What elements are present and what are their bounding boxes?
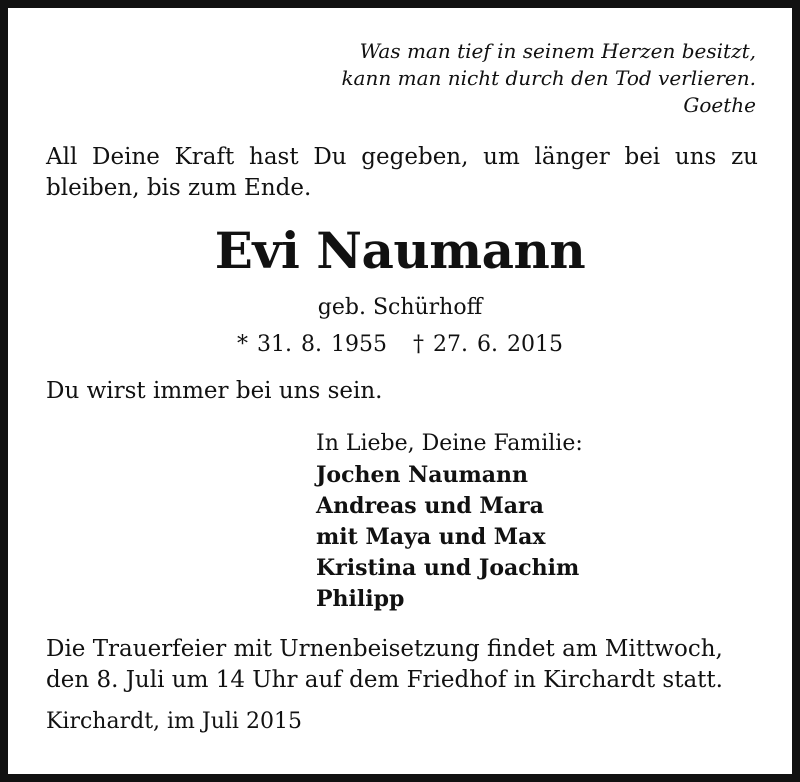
family-member: Jochen Naumann: [316, 462, 529, 488]
obituary-content: [8, 8, 792, 774]
intro-text: All Deine Kraft hast Du gegeben, um länger bei uns zu bleiben, bis zum Ende.: [46, 144, 758, 201]
quote-line-1: Was man tief in seinem Herzen besitzt,: [359, 39, 756, 63]
family-intro: In Liebe, Deine Familie:: [316, 431, 583, 456]
family-member: Andreas und Mara: [316, 493, 544, 519]
family-member: Philipp: [316, 586, 405, 612]
ceremony-info: [46, 634, 758, 696]
family-member: Kristina und Joachim: [316, 555, 580, 581]
quote-author: Goethe: [683, 93, 756, 117]
family-member: mit Maya und Max: [316, 524, 546, 550]
birth-name: geb. Schürhoff: [317, 295, 483, 320]
family-members: [316, 460, 579, 615]
birth-date: * 31. 8. 1955: [237, 332, 387, 357]
ceremony-line-1: Die Trauerfeier mit Urnenbeisetzung findet am Mittwoch,: [46, 636, 723, 662]
quote-line-2: kann man nicht durch den Tod verlieren.: [341, 66, 756, 90]
place-date: Kirchardt, im Juli 2015: [46, 709, 302, 734]
ceremony-line-2: den 8. Juli um 14 Uhr auf dem Friedhof in Kirchardt statt.: [46, 667, 723, 693]
goethe-quote: [236, 38, 756, 119]
life-dates: [8, 331, 792, 359]
message-text: Du wirst immer bei uns sein.: [46, 378, 383, 404]
death-date: † 27. 6. 2015: [413, 332, 563, 357]
deceased-name: Evi Naumann: [214, 221, 586, 280]
